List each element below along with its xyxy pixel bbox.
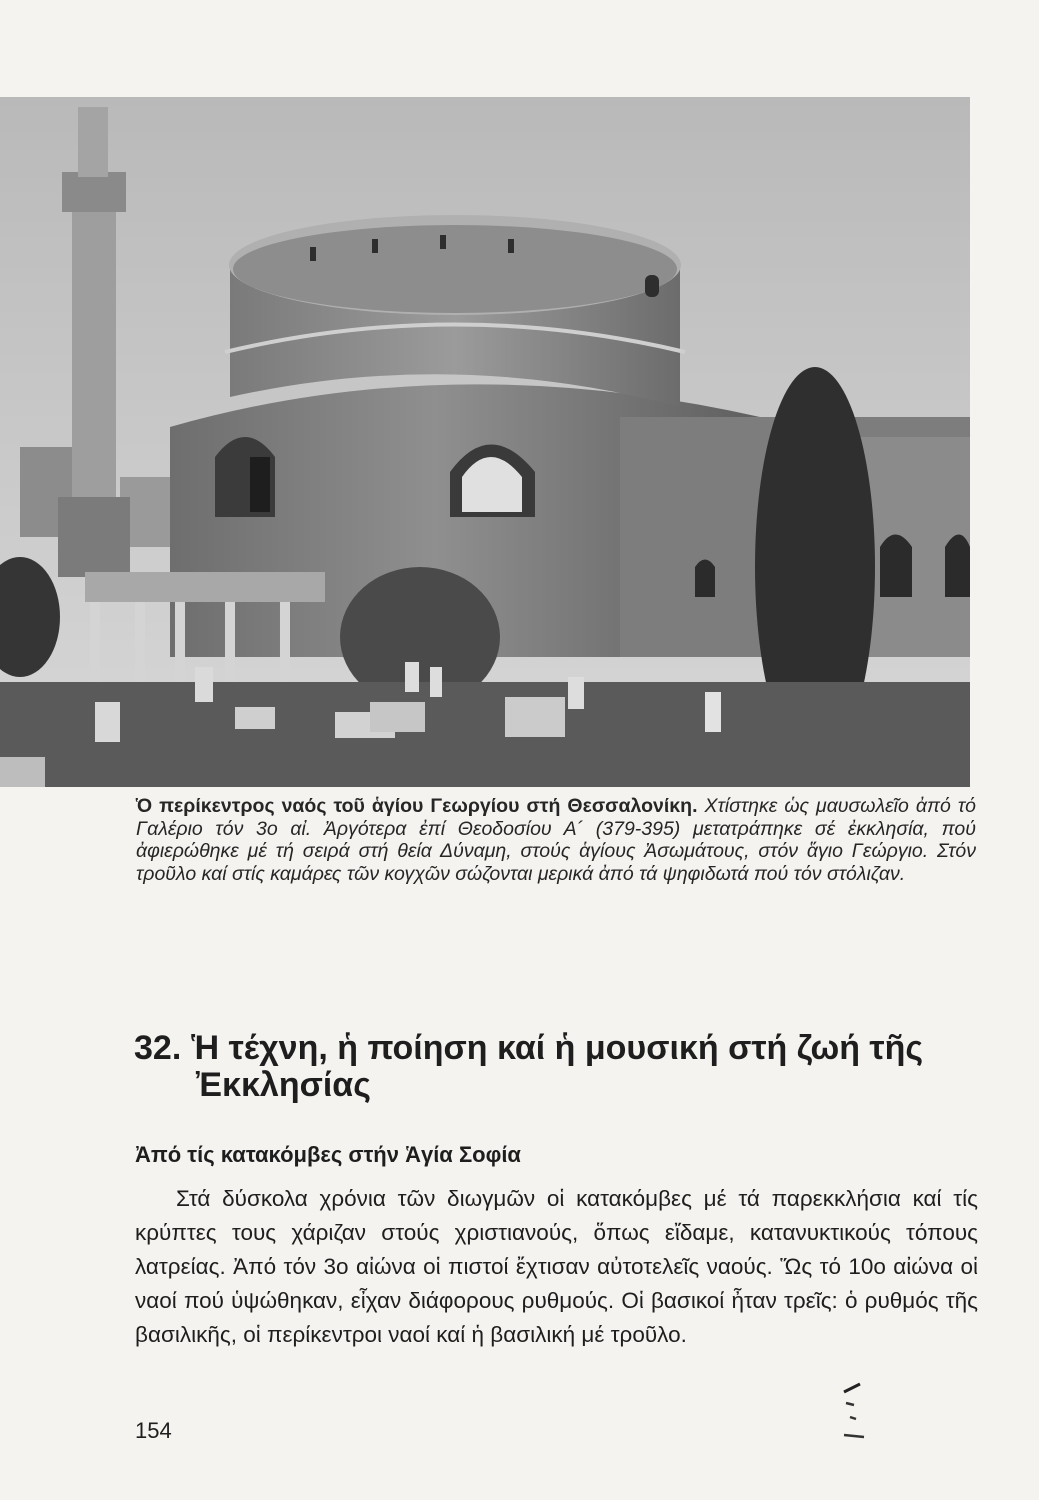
ground xyxy=(0,682,970,787)
rotunda-illustration xyxy=(0,97,970,787)
chapter-title xyxy=(134,1030,982,1104)
chapter-title-line-1: Ἡ τέχνη, ἡ ποίηση καί ἡ μουσική στή ζωή τῆς xyxy=(191,1029,924,1067)
rotunda-photo xyxy=(0,97,970,787)
photo-caption xyxy=(136,795,976,885)
chapter-number: 32. xyxy=(134,1029,182,1067)
caption-lead: Ὁ περίκεντρος ναός τοῦ ἁγίου Γεωργίου στή Θεσσαλονίκη. xyxy=(136,795,698,817)
section-heading: Ἀπό τίς κατακόμβες στήν Ἁγία Σοφία xyxy=(135,1142,521,1167)
chapter-title-line-2: Ἐκκλησίας xyxy=(196,1066,371,1104)
page-number: 154 xyxy=(135,1418,172,1443)
body-paragraph: Στά δύσκολα χρόνια τῶν διωγμῶν οἱ κατακόμβες μέ τά παρεκκλήσια καί τίς κρύπτες τους χάριζαν στούς χριστιανούς, ὅπως εἴδαμε, κατανυκτικούς τόπους λατρείας. Ἀπό τόν 3ο αἰώνα οἱ πιστοί ἔχτισαν αὐτοτελεῖς ναούς. Ὥς τό 10ο αἰώνα οἱ ναοί πού ὑψώθηκαν, εἶχαν διάφορους ρυθμούς. Οἱ βασικοί ἦταν τρεῖς: ὁ ρυθμός τῆς βασιλικῆς, οἱ περίκεντροι ναοί καί ἡ βασιλική μέ τροῦλο. xyxy=(135,1186,978,1347)
print-mark xyxy=(840,1395,870,1445)
caption-text: Χτίστηκε ὡς μαυσωλεῖο ἀπό τό Γαλέριο τόν 3ο αἰ. Ἀργότερα ἐπί Θεοδοσίου Α´ (379-395) μετατράπηκε σέ ἐκκλησία, πού ἀφιερώθηκε μέ τή σειρά στή θεία Δύναμη, στούς ἁγίους Ἀσωμάτους, στόν ἅγιο Γεώργιο. Στόν τροῦλο καί στίς καμάρες τῶν κογχῶν σώζονται μερικά ἀπό τά ψηφιδωτά πού τόν στόλιζαν. xyxy=(136,795,976,885)
